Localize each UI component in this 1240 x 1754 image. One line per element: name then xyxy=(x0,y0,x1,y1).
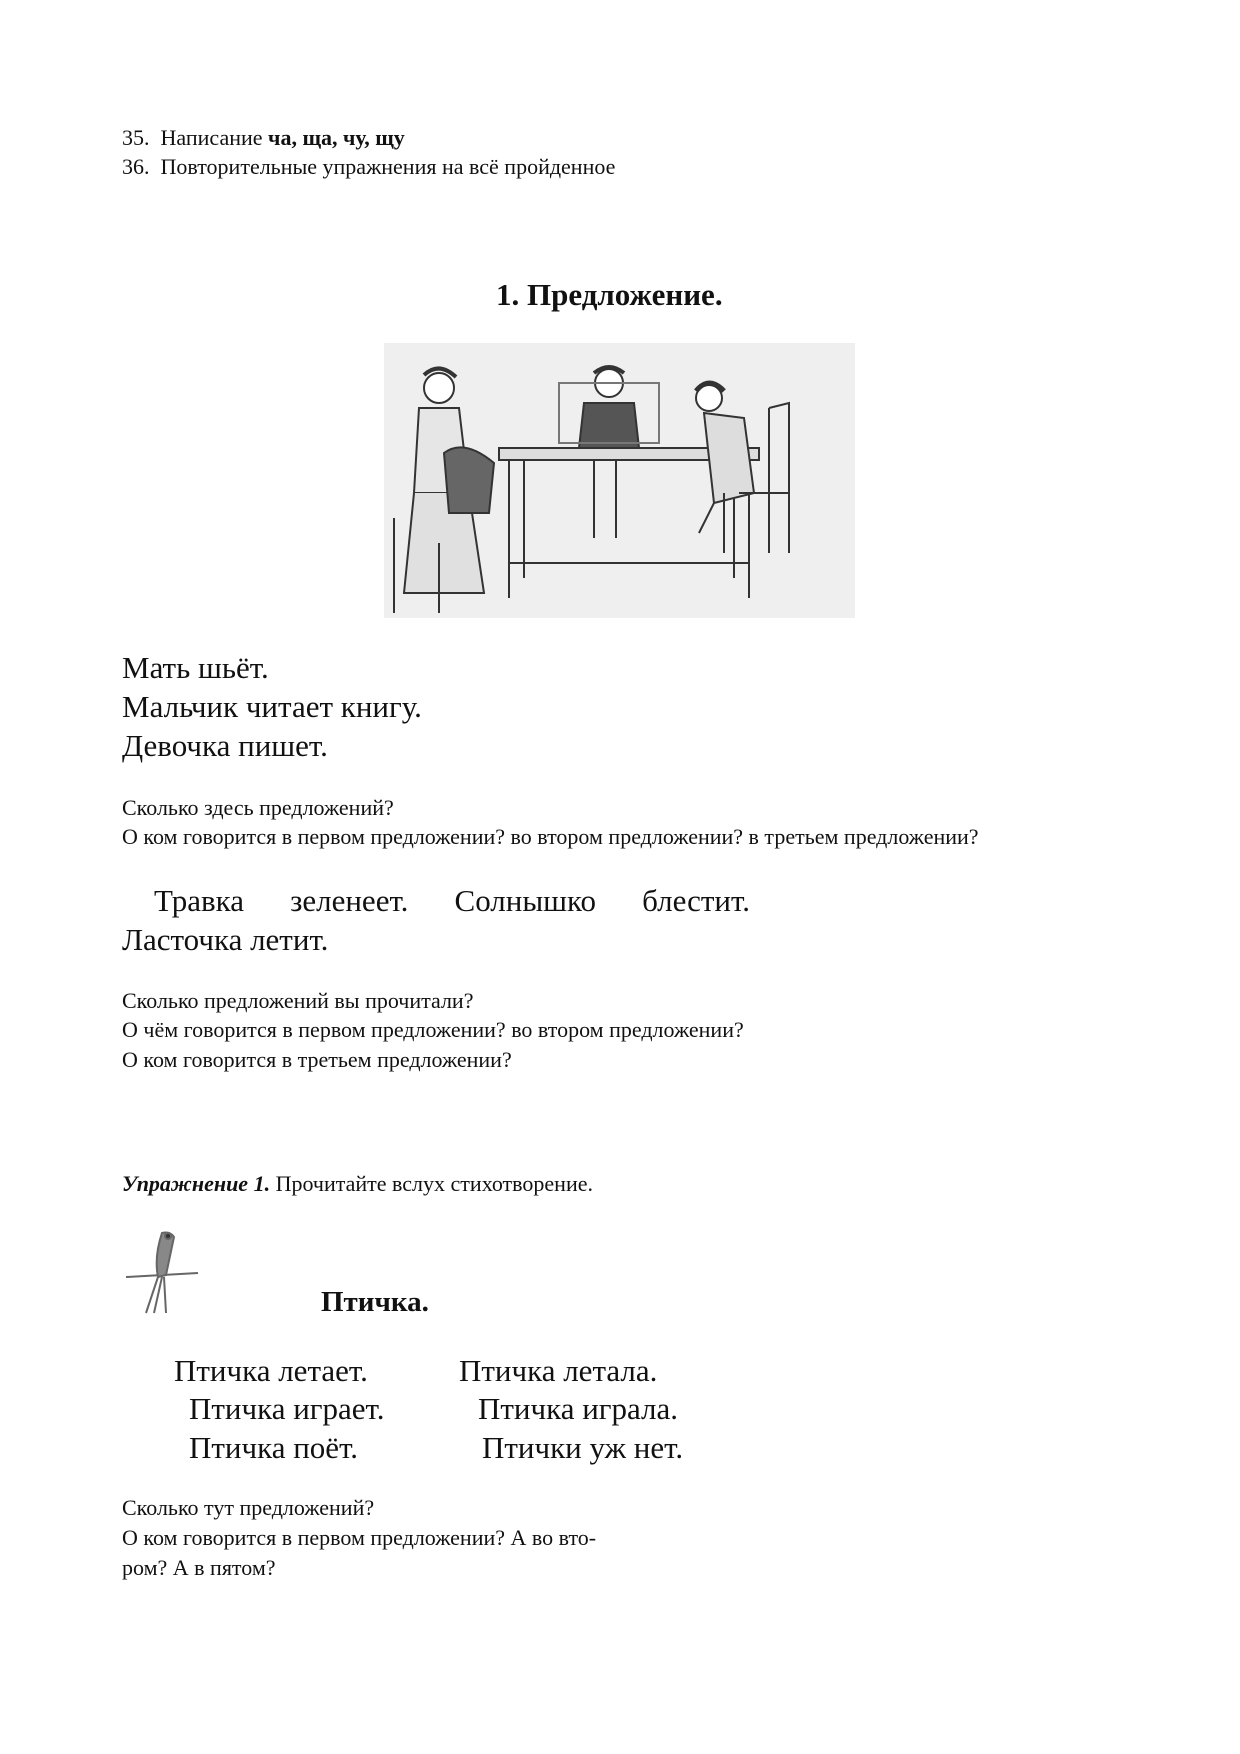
toc-item-35 xyxy=(122,127,405,149)
toc-number: 35. xyxy=(122,125,150,150)
word: зеленеет. xyxy=(290,883,409,918)
family-at-table-illustration xyxy=(384,343,855,618)
exercise-label: Упражнение 1. xyxy=(122,1171,271,1196)
poem-line: Птички уж нет. xyxy=(482,1430,684,1465)
poem-line: Птичка летала. xyxy=(459,1353,658,1388)
question: Сколько здесь предложений? xyxy=(122,795,394,820)
swallow-bird-icon xyxy=(124,1229,200,1315)
poem-title: Птичка. xyxy=(321,1286,429,1318)
sentence-line: Ласточка летит. xyxy=(122,922,329,957)
sentence-line xyxy=(154,885,750,916)
poem-line: Птичка играет. xyxy=(189,1391,385,1426)
question: О чём говорится в первом предложении? во втором предложении? xyxy=(122,1017,744,1042)
poem-line: Птичка поёт. xyxy=(189,1430,359,1465)
toc-number: 36. xyxy=(122,154,150,179)
section-title: 1. Предложение. xyxy=(496,277,723,312)
toc-text: Написание xyxy=(160,125,269,150)
toc-item-36 xyxy=(122,156,615,178)
word: Травка xyxy=(154,883,245,918)
sentence: Мальчик читает книгу. xyxy=(122,689,422,724)
exercise-instruction xyxy=(122,1173,593,1195)
exercise-text: Прочитайте вслух стихотворение. xyxy=(270,1171,593,1196)
question: О ком говорится в первом предложении? А во вто- xyxy=(122,1525,597,1550)
word: Солнышко xyxy=(454,883,597,918)
poem-line: Птичка летает. xyxy=(174,1353,368,1388)
question: О ком говорится в третьем предложении? xyxy=(122,1047,512,1072)
question: Сколько тут предложений? xyxy=(122,1495,375,1520)
poem-line: Птичка играла. xyxy=(478,1391,679,1426)
question: ром? А в пятом? xyxy=(122,1555,276,1580)
sentence: Девочка пишет. xyxy=(122,728,328,763)
toc-text: Повторительные упражнения на всё пройденное xyxy=(160,154,616,179)
toc-bold-text: ча, ща, чу, щу xyxy=(268,125,405,150)
question: Сколько предложений вы прочитали? xyxy=(122,988,474,1013)
question: О ком говорится в первом предложении? во втором предложении? в третьем предложении? xyxy=(122,824,979,849)
sentence: Мать шьёт. xyxy=(122,650,269,685)
word: блестит. xyxy=(642,883,750,918)
